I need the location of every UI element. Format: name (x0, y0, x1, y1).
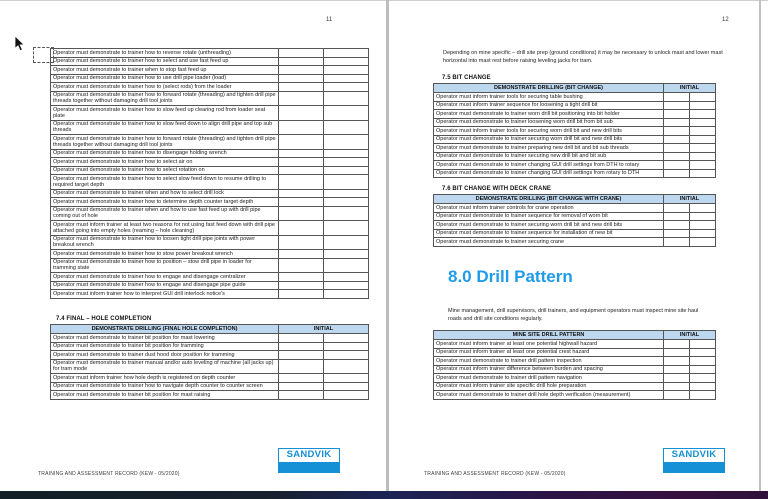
table-row (51, 106, 369, 121)
initial-cell-trainer (279, 91, 324, 106)
initial-column-header: INITIAL (664, 331, 716, 340)
document-page-11 (0, 1, 386, 491)
table-row (434, 212, 716, 221)
initial-cell-trainer (664, 221, 690, 230)
table-header-row (434, 331, 716, 340)
initial-cell-trainer (279, 273, 324, 282)
initial-cell-operator (324, 158, 369, 167)
initial-cell-operator (690, 348, 716, 357)
initial-cell-operator (690, 365, 716, 374)
initial-cell-trainer (279, 206, 324, 221)
initial-cell-trainer (664, 169, 690, 178)
table-row (51, 149, 369, 158)
initial-cell-trainer (279, 391, 324, 400)
table-title: DEMONSTRATE DRILLING (FINAL HOLE COMPLETION) (51, 325, 279, 334)
initial-cell-trainer (664, 212, 690, 221)
initial-cell-operator (324, 273, 369, 282)
initial-cell-operator (324, 175, 369, 190)
table-row (434, 365, 716, 374)
initial-cell-operator (324, 66, 369, 75)
requirement-text: Operator must demonstrate to trainer dust hood door position for tramming (51, 351, 279, 360)
initial-column-header: INITIAL (664, 84, 716, 93)
requirement-text: Operator must demonstrate to trainer how to disengage holding wrench (51, 149, 279, 158)
requirement-text: Operator must inform trainer difference between burden and spacing (434, 365, 664, 374)
requirement-text: Operator must demonstrate to trainer how to forward rotate (threading) and tighten drill pipe threads together without damaging drill tool joints (51, 135, 279, 150)
table-row (51, 206, 369, 221)
initial-cell-operator (690, 382, 716, 391)
requirement-text: Operator must demonstrate to trainer how to engage and disengage centralizer (51, 273, 279, 282)
table-row (434, 127, 716, 136)
initial-cell-trainer (279, 83, 324, 92)
initial-cell-operator (690, 144, 716, 153)
table-row (51, 258, 369, 273)
table-row (434, 229, 716, 238)
initial-cell-operator (324, 149, 369, 158)
initial-cell-operator (690, 357, 716, 366)
initial-cell-trainer (279, 149, 324, 158)
requirement-text: Operator must demonstrate to trainer securing worn drill bit and new drill bits (434, 135, 664, 144)
initial-cell-operator (690, 221, 716, 230)
initial-column-header: INITIAL (279, 325, 369, 334)
table-header-row (434, 84, 716, 93)
table-row (51, 49, 369, 58)
table-row (434, 238, 716, 247)
requirement-text: Operator must demonstrate to trainer changing GUI drill settings from rotary to DTH (434, 169, 664, 178)
table-row (434, 382, 716, 391)
initial-cell-operator (690, 161, 716, 170)
initial-cell-trainer (664, 127, 690, 136)
initial-cell-trainer (279, 198, 324, 207)
table-row (51, 351, 369, 360)
continued-assessment-table (50, 48, 369, 299)
sandvik-logo-bar (279, 462, 339, 472)
requirement-text: Operator must demonstrate to trainer how to (select rods) from the loader (51, 83, 279, 92)
initial-cell-operator (324, 391, 369, 400)
initial-cell-trainer (664, 161, 690, 170)
table-title: MINE SITE DRILL PATTERN (434, 331, 664, 340)
initial-cell-trainer (664, 152, 690, 161)
requirement-text: Operator must demonstrate to trainer bit position for mast raising (51, 391, 279, 400)
initial-cell-trainer (279, 221, 324, 236)
initial-cell-operator (690, 238, 716, 247)
initial-cell-operator (324, 359, 369, 374)
initial-cell-operator (324, 74, 369, 83)
footer-text: TRAINING AND ASSESSMENT RECORD (KEW - 05/2020) (38, 471, 180, 477)
initial-cell-trainer (279, 166, 324, 175)
requirement-text: Operator must demonstrate to trainer loosening worn drill bit from bit sub (434, 118, 664, 127)
table-row (434, 152, 716, 161)
section-heading-7-6: 7.6 BIT CHANGE WITH DECK CRANE (442, 186, 552, 192)
initial-cell-trainer (664, 110, 690, 119)
requirement-text: Operator must demonstrate to trainer how to slow feed up clearing rod from loader seat plate (51, 106, 279, 121)
requirement-text: Operator must demonstrate to trainer how to navigate depth counter to counter screen (51, 382, 279, 391)
page-number: 11 (326, 17, 333, 23)
initial-cell-trainer (664, 135, 690, 144)
initial-cell-operator (324, 206, 369, 221)
table-row (434, 391, 716, 400)
table-row (51, 66, 369, 75)
sandvik-logo-text: SANDVIK (286, 449, 332, 460)
initial-cell-operator (690, 110, 716, 119)
footer-text: TRAINING AND ASSESSMENT RECORD (KEW - 05/2020) (424, 471, 566, 477)
initial-cell-operator (324, 342, 369, 351)
table-row (434, 144, 716, 153)
table-row (434, 135, 716, 144)
bit-change-table (433, 83, 716, 178)
table-row (51, 57, 369, 66)
initial-cell-operator (324, 250, 369, 259)
initial-cell-trainer (279, 235, 324, 250)
requirement-text: Operator must demonstrate to trainer when to stop fast feed up (51, 66, 279, 75)
table-row (434, 348, 716, 357)
document-page-12 (389, 1, 757, 491)
requirement-text: Operator must demonstrate to trainer how to select rotation on (51, 166, 279, 175)
initial-cell-trainer (664, 382, 690, 391)
initial-cell-trainer (664, 357, 690, 366)
table-row (51, 158, 369, 167)
initial-cell-trainer (664, 374, 690, 383)
initial-cell-trainer (279, 120, 324, 135)
initial-cell-trainer (279, 342, 324, 351)
requirement-text: Operator must demonstrate to trainer manual and/or auto leveling of machine (all jacks up) for tram mode (51, 359, 279, 374)
section-heading-8-0: 8.0 Drill Pattern (448, 267, 573, 286)
initial-cell-trainer (664, 365, 690, 374)
intro-paragraph: Depending on mine specific – drill site prep (ground conditions) it may be necessary to unlock mast and lower mast horizontal into mast rest before raising leveling jacks for tram. (443, 50, 723, 64)
requirement-text: Operator must demonstrate to trainer sequence for removal of worn bit (434, 212, 664, 221)
table-row (434, 221, 716, 230)
initial-cell-operator (324, 221, 369, 236)
initial-cell-trainer (279, 74, 324, 83)
table-row (434, 118, 716, 127)
initial-cell-trainer (664, 101, 690, 110)
table-row (434, 101, 716, 110)
requirement-text: Operator must demonstrate to trainer bit position for mast lowering (51, 334, 279, 343)
table-title: DEMONSTRATE DRILLING (BIT CHANGE WITH CRANE) (434, 195, 664, 204)
initial-cell-operator (324, 334, 369, 343)
initial-cell-trainer (664, 348, 690, 357)
initial-cell-operator (690, 212, 716, 221)
table-row (51, 175, 369, 190)
initial-cell-trainer (279, 57, 324, 66)
table-row (434, 169, 716, 178)
requirement-text: Operator must demonstrate to trainer drill pattern navigation (434, 374, 664, 383)
requirement-text: Operator must inform trainer at least one potential crest hazard (434, 348, 664, 357)
region-select-icon (33, 47, 54, 63)
initial-cell-operator (690, 229, 716, 238)
requirement-text: Operator must demonstrate to trainer securing new drill bit and bit sub (434, 152, 664, 161)
table-row (434, 161, 716, 170)
initial-cell-trainer (279, 290, 324, 299)
initial-cell-trainer (279, 250, 324, 259)
table-row (51, 83, 369, 92)
scrollbar[interactable] (759, 0, 761, 491)
initial-cell-trainer (279, 135, 324, 150)
table-row (434, 357, 716, 366)
initial-cell-operator (324, 189, 369, 198)
initial-cell-trainer (279, 175, 324, 190)
initial-cell-trainer (279, 334, 324, 343)
table-row (434, 204, 716, 213)
initial-cell-operator (690, 152, 716, 161)
initial-cell-operator (324, 235, 369, 250)
requirement-text: Operator must demonstrate to trainer how to position – stow drill pipe in loader for tramming state (51, 258, 279, 273)
drill-pattern-paragraph: Mine management, drill supervisors, drill trainers, and equipment operators must inspect mine site haul roads and drill site conditions regularly. (448, 308, 699, 322)
table-row (51, 273, 369, 282)
initial-cell-operator (324, 166, 369, 175)
initial-cell-operator (690, 340, 716, 349)
requirement-text: Operator must inform trainer tools for securing table bushing (434, 93, 664, 102)
initial-cell-trainer (664, 340, 690, 349)
mine-site-drill-pattern-table (433, 330, 716, 400)
table-row (51, 342, 369, 351)
section-heading-7-5: 7.5 BIT CHANGE (442, 75, 491, 81)
initial-cell-trainer (279, 106, 324, 121)
initial-cell-trainer (279, 189, 324, 198)
requirement-text: Operator must demonstrate to trainer how to stow power breakout wrench (51, 250, 279, 259)
initial-cell-operator (324, 281, 369, 290)
initial-cell-operator (324, 258, 369, 273)
initial-cell-operator (324, 49, 369, 58)
requirement-text: Operator must demonstrate to trainer changing GUI drill settings from DTH to rotary (434, 161, 664, 170)
requirement-text: Operator must demonstrate to trainer drill hole depth verification (measurement) (434, 391, 664, 400)
requirement-text: Operator must demonstrate to trainer how to reverse rotate (unthreading) (51, 49, 279, 58)
initial-cell-trainer (279, 258, 324, 273)
table-row (51, 74, 369, 83)
initial-cell-operator (690, 169, 716, 178)
initial-cell-operator (324, 106, 369, 121)
table-row (51, 382, 369, 391)
sandvik-logo (278, 448, 340, 473)
initial-cell-operator (324, 91, 369, 106)
initial-cell-operator (324, 290, 369, 299)
requirement-text: Operator must demonstrate to trainer worn drill bit positioning into bit holder (434, 110, 664, 119)
initial-cell-trainer (664, 238, 690, 247)
initial-cell-operator (324, 120, 369, 135)
requirement-text: Operator must demonstrate to trainer securing crane (434, 238, 664, 247)
requirement-text: Operator must inform trainer tools for securing worn drill bit and new drill bits (434, 127, 664, 136)
initial-cell-trainer (279, 374, 324, 383)
table-row (51, 135, 369, 150)
initial-cell-trainer (279, 158, 324, 167)
initial-cell-trainer (279, 382, 324, 391)
requirement-text: Operator must demonstrate to trainer when and how to use fast feed up with drill pipe coming out of hole (51, 206, 279, 221)
table-row (51, 91, 369, 106)
initial-cell-trainer (664, 118, 690, 127)
initial-cell-trainer (664, 144, 690, 153)
table-row (51, 359, 369, 374)
requirement-text: Operator must demonstrate to trainer how to select air on (51, 158, 279, 167)
initial-cell-trainer (279, 359, 324, 374)
requirement-text: Operator must demonstrate to trainer bit position for tramming (51, 342, 279, 351)
table-row (51, 221, 369, 236)
requirement-text: Operator must demonstrate to trainer how to determine depth counter target depth (51, 198, 279, 207)
sandvik-logo (663, 448, 725, 473)
table-row (434, 374, 716, 383)
table-row (51, 166, 369, 175)
initial-cell-operator (324, 135, 369, 150)
requirement-text: Operator must demonstrate to trainer how to loosen tight drill pipe joints with power breakout wrench (51, 235, 279, 250)
final-hole-completion-table (50, 324, 369, 400)
requirement-text: Operator must demonstrate to trainer when and how to select drill lock (51, 189, 279, 198)
initial-cell-operator (324, 382, 369, 391)
initial-cell-operator (690, 93, 716, 102)
requirement-text: Operator must inform trainer sequence for loosening a tight drill bit (434, 101, 664, 110)
table-row (51, 250, 369, 259)
table-header-row (434, 195, 716, 204)
table-row (434, 340, 716, 349)
initial-cell-trainer (664, 93, 690, 102)
table-row (51, 198, 369, 207)
requirement-text: Operator must inform trainer controls for crane operation (434, 204, 664, 213)
requirement-text: Operator must inform trainer how hole depth is registered on depth counter (51, 374, 279, 383)
initial-cell-operator (324, 374, 369, 383)
table-title: DEMONSTRATE DRILLING (BIT CHANGE) (434, 84, 664, 93)
initial-cell-operator (690, 118, 716, 127)
requirement-text: Operator must demonstrate to trainer how to forward rotate (threading) and tighten drill pipe threads together without damaging drill tool joints (51, 91, 279, 106)
initial-cell-operator (690, 391, 716, 400)
requirement-text: Operator must demonstrate to trainer how to select slow feed down to resume drilling to required target depth (51, 175, 279, 190)
taskbar-edge (0, 491, 768, 499)
requirement-text: Operator must inform trainer how to interpret GUI drill interlock notice's (51, 290, 279, 299)
initial-cell-operator (690, 127, 716, 136)
initial-cell-operator (690, 135, 716, 144)
initial-cell-operator (690, 374, 716, 383)
requirement-text: Operator must inform trainer at least two reasons for not using fast feed down with drill pipe attached going into empty holes (reaming – hole cleaning) (51, 221, 279, 236)
requirement-text: Operator must demonstrate to trainer how to use drill pipe loader (load) (51, 74, 279, 83)
table-row (51, 235, 369, 250)
initial-cell-trainer (279, 351, 324, 360)
table-row (51, 290, 369, 299)
sandvik-logo-text: SANDVIK (671, 449, 717, 460)
initial-cell-trainer (279, 66, 324, 75)
requirement-text: Operator must demonstrate to trainer how to slow feed down to align drill pipe and top sub threads (51, 120, 279, 135)
table-row (51, 120, 369, 135)
table-row (434, 93, 716, 102)
requirement-text: Operator must demonstrate to trainer how to select and use fast feed up (51, 57, 279, 66)
initial-cell-operator (690, 101, 716, 110)
initial-cell-trainer (664, 391, 690, 400)
initial-cell-trainer (279, 281, 324, 290)
initial-cell-operator (324, 198, 369, 207)
requirement-text: Operator must demonstrate to trainer how to engage and disengage pipe guide (51, 281, 279, 290)
table-row (51, 334, 369, 343)
bit-change-crane-table (433, 194, 716, 247)
sandvik-logo-bar (664, 462, 724, 472)
requirement-text: Operator must inform trainer site specific drill hole preparation (434, 382, 664, 391)
initial-cell-trainer (664, 204, 690, 213)
initial-column-header: INITIAL (664, 195, 716, 204)
table-row (434, 110, 716, 119)
table-header-row (51, 325, 369, 334)
page-number: 12 (722, 17, 729, 23)
initial-cell-operator (324, 351, 369, 360)
table-row (51, 391, 369, 400)
initial-cell-operator (324, 57, 369, 66)
initial-cell-trainer (279, 49, 324, 58)
initial-cell-operator (324, 83, 369, 92)
initial-cell-operator (690, 204, 716, 213)
initial-cell-trainer (664, 229, 690, 238)
requirement-text: Operator must demonstrate to trainer securing worn drill bit and new drill bits (434, 221, 664, 230)
requirement-text: Operator must inform trainer at least one potential highwall hazard (434, 340, 664, 349)
section-heading-7-4: 7.4 FINAL – HOLE COMPLETION (56, 316, 152, 322)
table-row (51, 189, 369, 198)
requirement-text: Operator must demonstrate to trainer sequence for installation of new bit (434, 229, 664, 238)
table-row (51, 281, 369, 290)
table-row (51, 374, 369, 383)
mouse-cursor-icon (14, 35, 26, 53)
requirement-text: Operator must demonstrate to trainer drill pattern inspection (434, 357, 664, 366)
requirement-text: Operator must demonstrate to trainer preparing new drill bit and bit sub threads (434, 144, 664, 153)
